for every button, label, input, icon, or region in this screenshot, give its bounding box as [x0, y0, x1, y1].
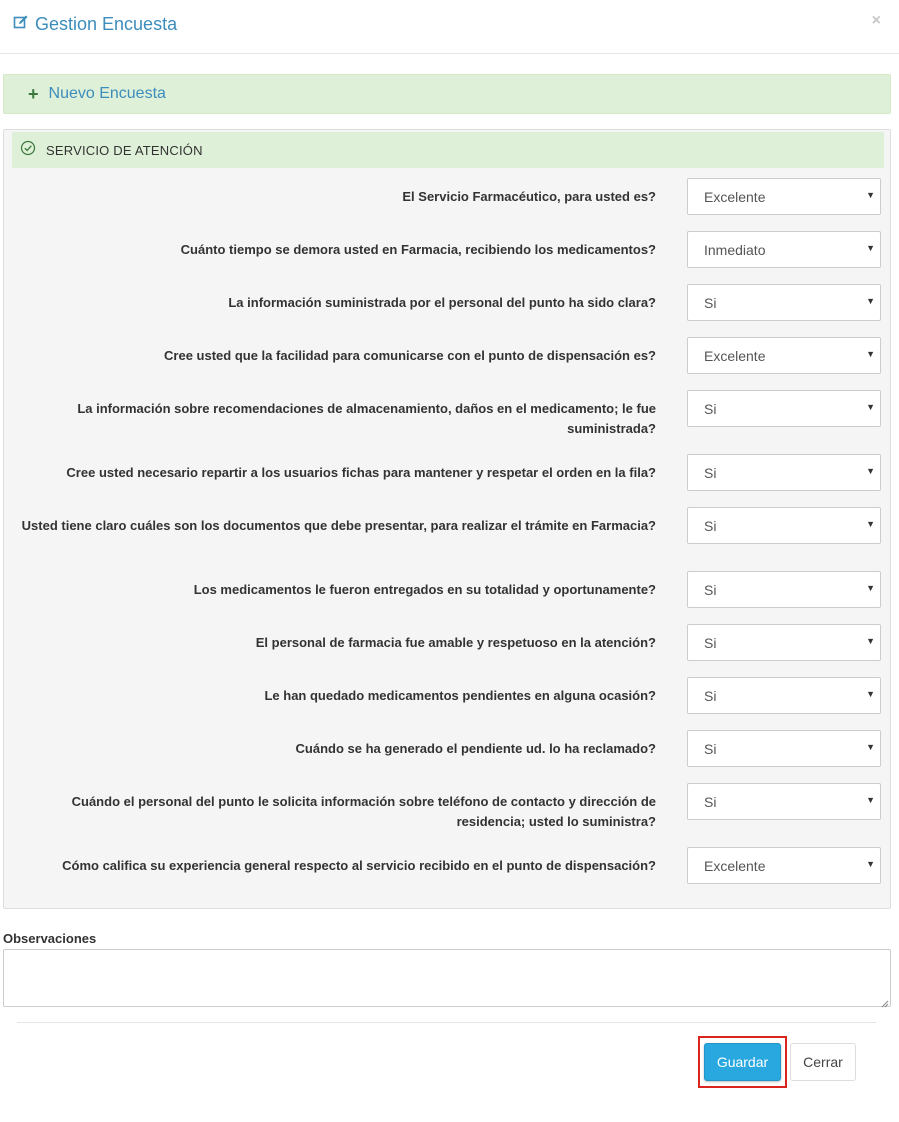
caret-down-icon: ▼: [866, 243, 875, 253]
question-label: Los medicamentos le fueron entregados en su totalidad y oportunamente?: [193, 582, 656, 597]
select-value: Si: [704, 688, 717, 704]
select-value: Si: [704, 582, 717, 598]
select-value: Si: [704, 465, 717, 481]
question-label: Cómo califica su experiencia general respecto al servicio recibido en el punto de dispensación?: [62, 858, 656, 873]
section-title: SERVICIO DE ATENCIÓN: [46, 142, 203, 158]
question-select[interactable]: [687, 231, 881, 268]
page-title: Gestion Encuesta: [35, 14, 178, 34]
caret-down-icon: ▼: [866, 689, 875, 699]
question-select[interactable]: [687, 507, 881, 544]
select-value: Si: [704, 295, 717, 311]
question-select[interactable]: [687, 390, 881, 427]
check-circle-icon: [20, 140, 36, 161]
question-select[interactable]: [687, 571, 881, 608]
select-value: Si: [704, 401, 717, 417]
caret-down-icon: ▼: [866, 402, 875, 412]
footer-divider: [17, 1022, 876, 1023]
question-label: Cuánto tiempo se demora usted en Farmacia, recibiendo los medicamentos?: [180, 242, 656, 257]
caret-down-icon: ▼: [866, 636, 875, 646]
caret-down-icon: ▼: [866, 349, 875, 359]
caret-down-icon: ▼: [866, 583, 875, 593]
save-button[interactable]: Guardar: [704, 1043, 781, 1081]
select-value: Si: [704, 635, 717, 651]
question-label: La información sobre recomendaciones de almacenamiento, daños en el medicamento; le fue suministrada?: [77, 401, 656, 436]
cancel-button[interactable]: Cerrar: [790, 1043, 856, 1081]
question-label: La información suministrada por el personal del punto ha sido clara?: [228, 295, 656, 310]
plus-icon: +: [28, 84, 39, 104]
question-label: El personal de farmacia fue amable y respetuoso en la atención?: [255, 635, 656, 650]
caret-down-icon: ▼: [866, 795, 875, 805]
question-select[interactable]: [687, 847, 881, 884]
question-label: Cree usted necesario repartir a los usuarios fichas para mantener y respetar el orden en la fila?: [66, 465, 656, 480]
nuevo-encuesta-button[interactable]: [3, 74, 891, 114]
question-label: Le han quedado medicamentos pendientes en alguna ocasión?: [264, 688, 656, 703]
select-value: Excelente: [704, 189, 766, 205]
question-select[interactable]: [687, 783, 881, 820]
select-value: Excelente: [704, 858, 766, 874]
question-label: Usted tiene claro cuáles son los documentos que debe presentar, para realizar el trámite en Farmacia?: [21, 518, 656, 533]
edit-icon: [13, 14, 29, 35]
caret-down-icon: ▼: [866, 190, 875, 200]
question-label: Cree usted que la facilidad para comunicarse con el punto de dispensación es?: [164, 348, 656, 363]
question-label: Cuándo se ha generado el pendiente ud. lo ha reclamado?: [295, 741, 656, 756]
observaciones-textarea[interactable]: [3, 949, 891, 1007]
caret-down-icon: ▼: [866, 466, 875, 476]
select-value: Excelente: [704, 348, 766, 364]
select-value: Si: [704, 741, 717, 757]
caret-down-icon: ▼: [866, 859, 875, 869]
question-select[interactable]: [687, 337, 881, 374]
question-label: Cuándo el personal del punto le solicita información sobre teléfono de contacto y dirección de residencia; usted lo suministra?: [71, 794, 656, 829]
select-value: Si: [704, 794, 717, 810]
select-value: Si: [704, 518, 717, 534]
caret-down-icon: ▼: [866, 742, 875, 752]
caret-down-icon: ▼: [866, 519, 875, 529]
question-select[interactable]: [687, 624, 881, 661]
caret-down-icon: ▼: [866, 296, 875, 306]
question-select[interactable]: [687, 677, 881, 714]
select-value: Inmediato: [704, 242, 766, 258]
question-label: El Servicio Farmacéutico, para usted es?: [402, 189, 656, 204]
nuevo-encuesta-label: Nuevo Encuesta: [48, 85, 166, 102]
modal-header: [0, 0, 899, 54]
question-select[interactable]: [687, 454, 881, 491]
question-select[interactable]: [687, 284, 881, 321]
modal-title: [13, 14, 177, 35]
observaciones-label: Observaciones: [3, 931, 97, 946]
question-select[interactable]: [687, 178, 881, 215]
resize-grip-icon[interactable]: [879, 995, 889, 1005]
section-header: [12, 132, 884, 168]
survey-panel: [3, 129, 891, 909]
close-icon[interactable]: ×: [871, 12, 881, 29]
question-select[interactable]: [687, 730, 881, 767]
